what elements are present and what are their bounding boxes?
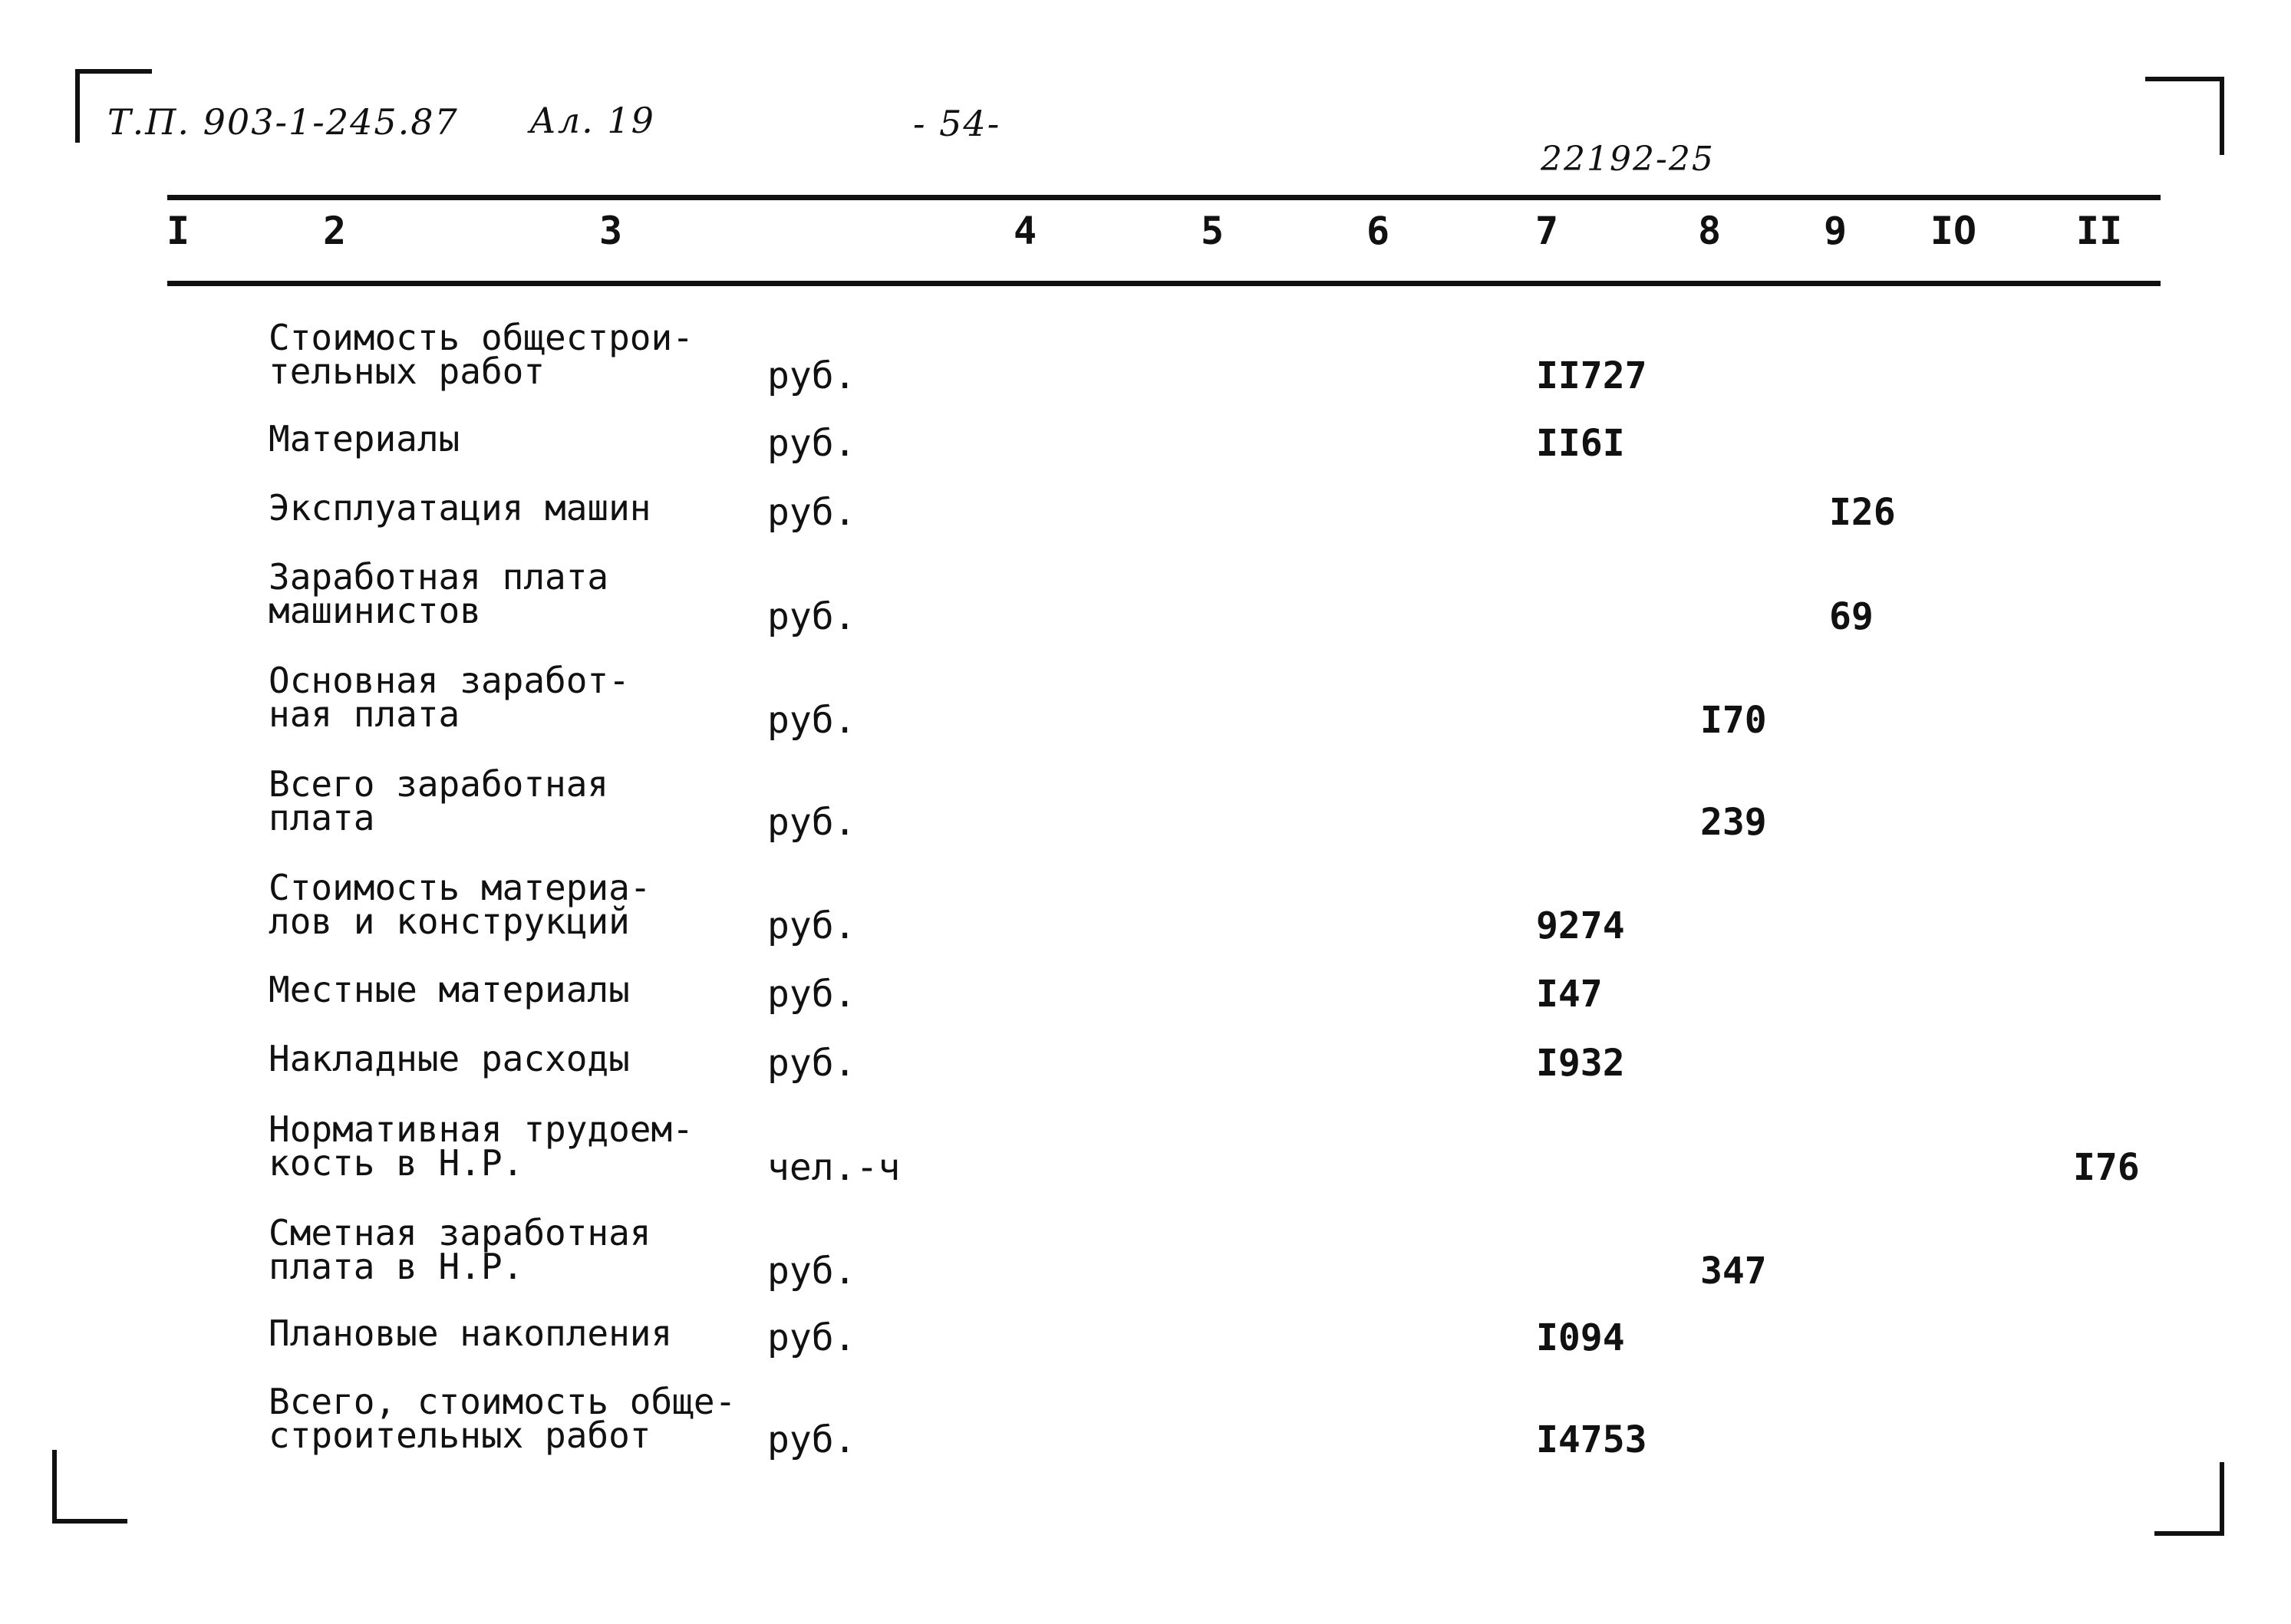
corner-mark-bottom-left-horizontal (52, 1519, 127, 1524)
row-value: I26 (1829, 491, 1896, 534)
corner-mark-bottom-right-horizontal (2154, 1531, 2223, 1536)
column-number-7: 7 (1534, 209, 1559, 253)
page-number: - 54- (913, 103, 1001, 144)
table-top-rule (167, 195, 2161, 200)
column-number-6: 6 (1366, 209, 1390, 253)
row-unit: руб. (767, 491, 856, 534)
row-value: I094 (1536, 1316, 1625, 1359)
column-number-4: 4 (1013, 209, 1037, 253)
row-unit: руб. (767, 1042, 856, 1085)
row-name: Накладные расходы (269, 1038, 630, 1079)
column-number-5: 5 (1200, 209, 1225, 253)
row-value: I70 (1700, 699, 1767, 742)
row-value: II727 (1536, 354, 1647, 397)
column-number-2: 2 (322, 209, 347, 253)
row-name: Местные материалы (269, 969, 630, 1010)
row-value: I932 (1536, 1042, 1625, 1085)
row-unit: руб. (767, 699, 856, 742)
row-name: Материалы (269, 418, 460, 460)
row-unit: руб. (767, 595, 856, 638)
corner-mark-top-right-horizontal (2145, 77, 2223, 81)
corner-mark-top-left-vertical (75, 69, 80, 143)
row-value: II6I (1536, 422, 1625, 465)
corner-mark-bottom-right-vertical (2220, 1462, 2224, 1536)
reference-number: 22192-25 (1541, 140, 1715, 179)
column-number-10: IO (1930, 209, 1977, 253)
row-unit: руб. (767, 801, 856, 844)
column-number-9: 9 (1823, 209, 1848, 253)
row-value: 9274 (1536, 904, 1625, 947)
corner-mark-top-left-horizontal (75, 69, 152, 74)
row-unit: руб. (767, 1418, 856, 1461)
row-name: Заработная плата машинистов (269, 556, 609, 631)
row-name: Стоимость общестрои- тельных работ (269, 317, 694, 392)
row-unit: руб. (767, 904, 856, 947)
row-name: Эксплуатация машин (269, 487, 651, 529)
row-name: Всего, стоимость обще- строительных работ (269, 1381, 737, 1456)
row-unit: руб. (767, 973, 856, 1016)
sheet-number: Ал. 19 (529, 100, 655, 141)
corner-mark-bottom-left-vertical (52, 1450, 57, 1524)
column-number-3: 3 (598, 209, 623, 253)
row-value: I47 (1536, 973, 1603, 1016)
row-value: I76 (2073, 1146, 2140, 1189)
row-value: 69 (1829, 595, 1874, 638)
row-name: Всего заработная плата (269, 763, 609, 838)
column-number-8: 8 (1697, 209, 1722, 253)
column-number-1: I (166, 209, 190, 253)
row-name: Плановые накопления (269, 1313, 673, 1354)
row-name: Сметная заработная плата в Н.Р. (269, 1212, 651, 1287)
row-unit: руб. (767, 1316, 856, 1359)
row-value: I4753 (1536, 1418, 1647, 1461)
row-unit: руб. (767, 1250, 856, 1293)
table-header-rule (167, 281, 2161, 286)
row-value: 239 (1700, 801, 1767, 844)
row-unit: чел.-ч (767, 1146, 901, 1189)
row-unit: руб. (767, 354, 856, 397)
row-name: Основная заработ- ная плата (269, 660, 630, 735)
row-unit: руб. (767, 422, 856, 465)
row-name: Стоимость материа- лов и конструкций (269, 867, 651, 942)
row-value: 347 (1700, 1250, 1767, 1293)
column-number-11: II (2075, 209, 2123, 253)
document-code: Т.П. 903-1-245.87 (107, 101, 459, 143)
row-name: Нормативная трудоем- кость в Н.Р. (269, 1108, 694, 1184)
corner-mark-top-right-vertical (2220, 77, 2224, 155)
